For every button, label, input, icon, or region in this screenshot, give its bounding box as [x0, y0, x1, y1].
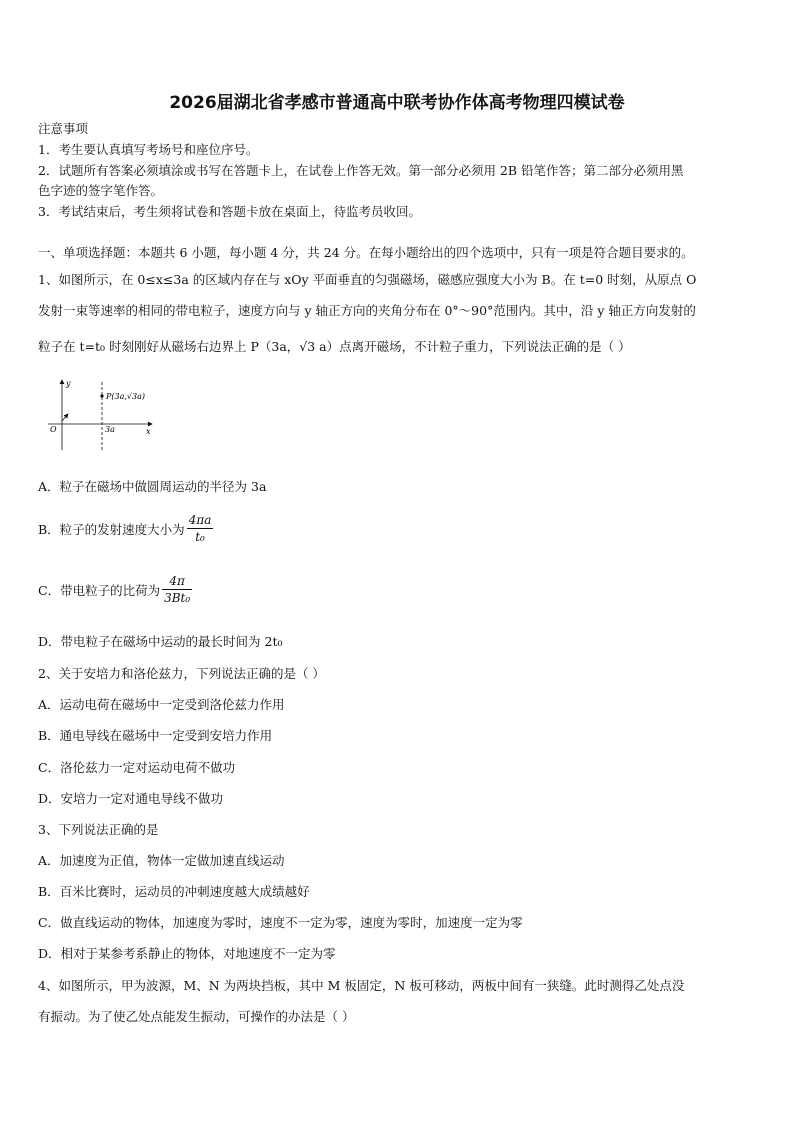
- notice-heading: 注意事项: [38, 121, 89, 136]
- q4-stem-line-1: 4、如图所示，甲为波源，M、N 为两块挡板，其中 M 板固定，N 板可移动，两板中间有一狭缝。此时测得乙处点没: [38, 978, 685, 993]
- q1-stem-line-1: 1、如图所示，在 0≤x≤3a 的区域内存在与 xOy 平面垂直的匀强磁场，磁感应强度大小为 B。在 t=0 时刻，从原点 O: [38, 272, 697, 287]
- q1-option-b: [38, 513, 215, 544]
- y-axis-label: y: [66, 379, 71, 388]
- q2-option-a: A．运动电荷在磁场中一定受到洛伦兹力作用: [38, 697, 285, 712]
- q1-figure: [44, 376, 164, 452]
- tick-label-3a: 3a: [105, 425, 115, 434]
- q3-option-c: C．做直线运动的物体，加速度为零时，速度不一定为零，速度为零时，加速度一定为零: [38, 915, 523, 930]
- notice-item-3: 3．考试结束后，考生须将试卷和答题卡放在桌面上，待监考员收回。: [38, 204, 421, 219]
- point-p: [100, 394, 103, 397]
- q2-stem: 2、关于安培力和洛伦兹力，下列说法正确的是（ ）: [38, 666, 325, 681]
- q3-option-b: B．百米比赛时，运动员的冲刺速度越大成绩越好: [38, 884, 310, 899]
- q1-option-b-fraction: [187, 513, 214, 544]
- x-axis-label: x: [146, 427, 151, 436]
- q1-option-b-denominator: t₀: [195, 530, 205, 544]
- q2-option-d: D．安培力一定对通电导线不做功: [38, 791, 224, 806]
- q1-option-a: A．粒子在磁场中做圆周运动的半径为 3a: [38, 479, 267, 494]
- q2-option-b: B．通电导线在磁场中一定受到安培力作用: [38, 728, 273, 743]
- q1-stem-line-2: 发射一束等速率的相同的带电粒子，速度方向与 y 轴正方向的夹角分布在 0°～90°范围内。其中，沿 y 轴正方向发射的: [38, 303, 696, 318]
- q1-option-c: [38, 574, 194, 605]
- q3-option-d: D．相对于某参考系静止的物体，对地速度不一定为零: [38, 946, 336, 961]
- q1-option-b-label: B．粒子的发射速度大小为: [38, 521, 185, 537]
- q1-option-c-fraction: [162, 574, 192, 605]
- section-heading: 一、单项选择题：本题共 6 小题，每小题 4 分，共 24 分。在每小题给出的四个选项中，只有一项是符合题目要求的。: [38, 245, 694, 260]
- q1-stem-line-3: 粒子在 t=t₀ 时刻刚好从磁场右边界上 P（3a，√3 a）点离开磁场，不计粒子重力，下列说法正确的是（ ）: [38, 339, 631, 354]
- velocity-arrow: [62, 414, 68, 421]
- q3-stem: 3、下列说法正确的是: [38, 822, 159, 837]
- q4-stem-line-2: 有振动。为了使乙处点能发生振动，可操作的办法是（ ）: [38, 1009, 355, 1024]
- notice-item-1: 1．考生要认真填写考场号和座位序号。: [38, 142, 259, 157]
- q1-option-c-denominator: 3Bt₀: [164, 591, 191, 605]
- q2-option-c: C．洛伦兹力一定对运动电荷不做功: [38, 760, 236, 775]
- point-p-label: P(3a,√3a): [106, 392, 145, 401]
- notice-item-2: 2．试题所有答案必须填涂或书写在答题卡上，在试卷上作答无效。第一部分必须用 2B 铅笔作答；第二部分必须用黑: [38, 163, 684, 178]
- exam-title: 2026届湖北省孝感市普通高中联考协作体高考物理四模试卷: [169, 93, 625, 113]
- q1-option-c-numerator: 4π: [162, 574, 192, 590]
- origin-label: O: [50, 425, 57, 434]
- q1-option-c-label: C．带电粒子的比荷为: [38, 582, 161, 598]
- q1-option-b-numerator: 4πa: [188, 513, 212, 527]
- q1-option-d: D．带电粒子在磁场中运动的最长时间为 2t₀: [38, 634, 283, 649]
- notice-item-2-cont: 色字迹的签字笔作答。: [38, 183, 164, 198]
- q3-option-a: A．加速度为正值，物体一定做加速直线运动: [38, 853, 285, 868]
